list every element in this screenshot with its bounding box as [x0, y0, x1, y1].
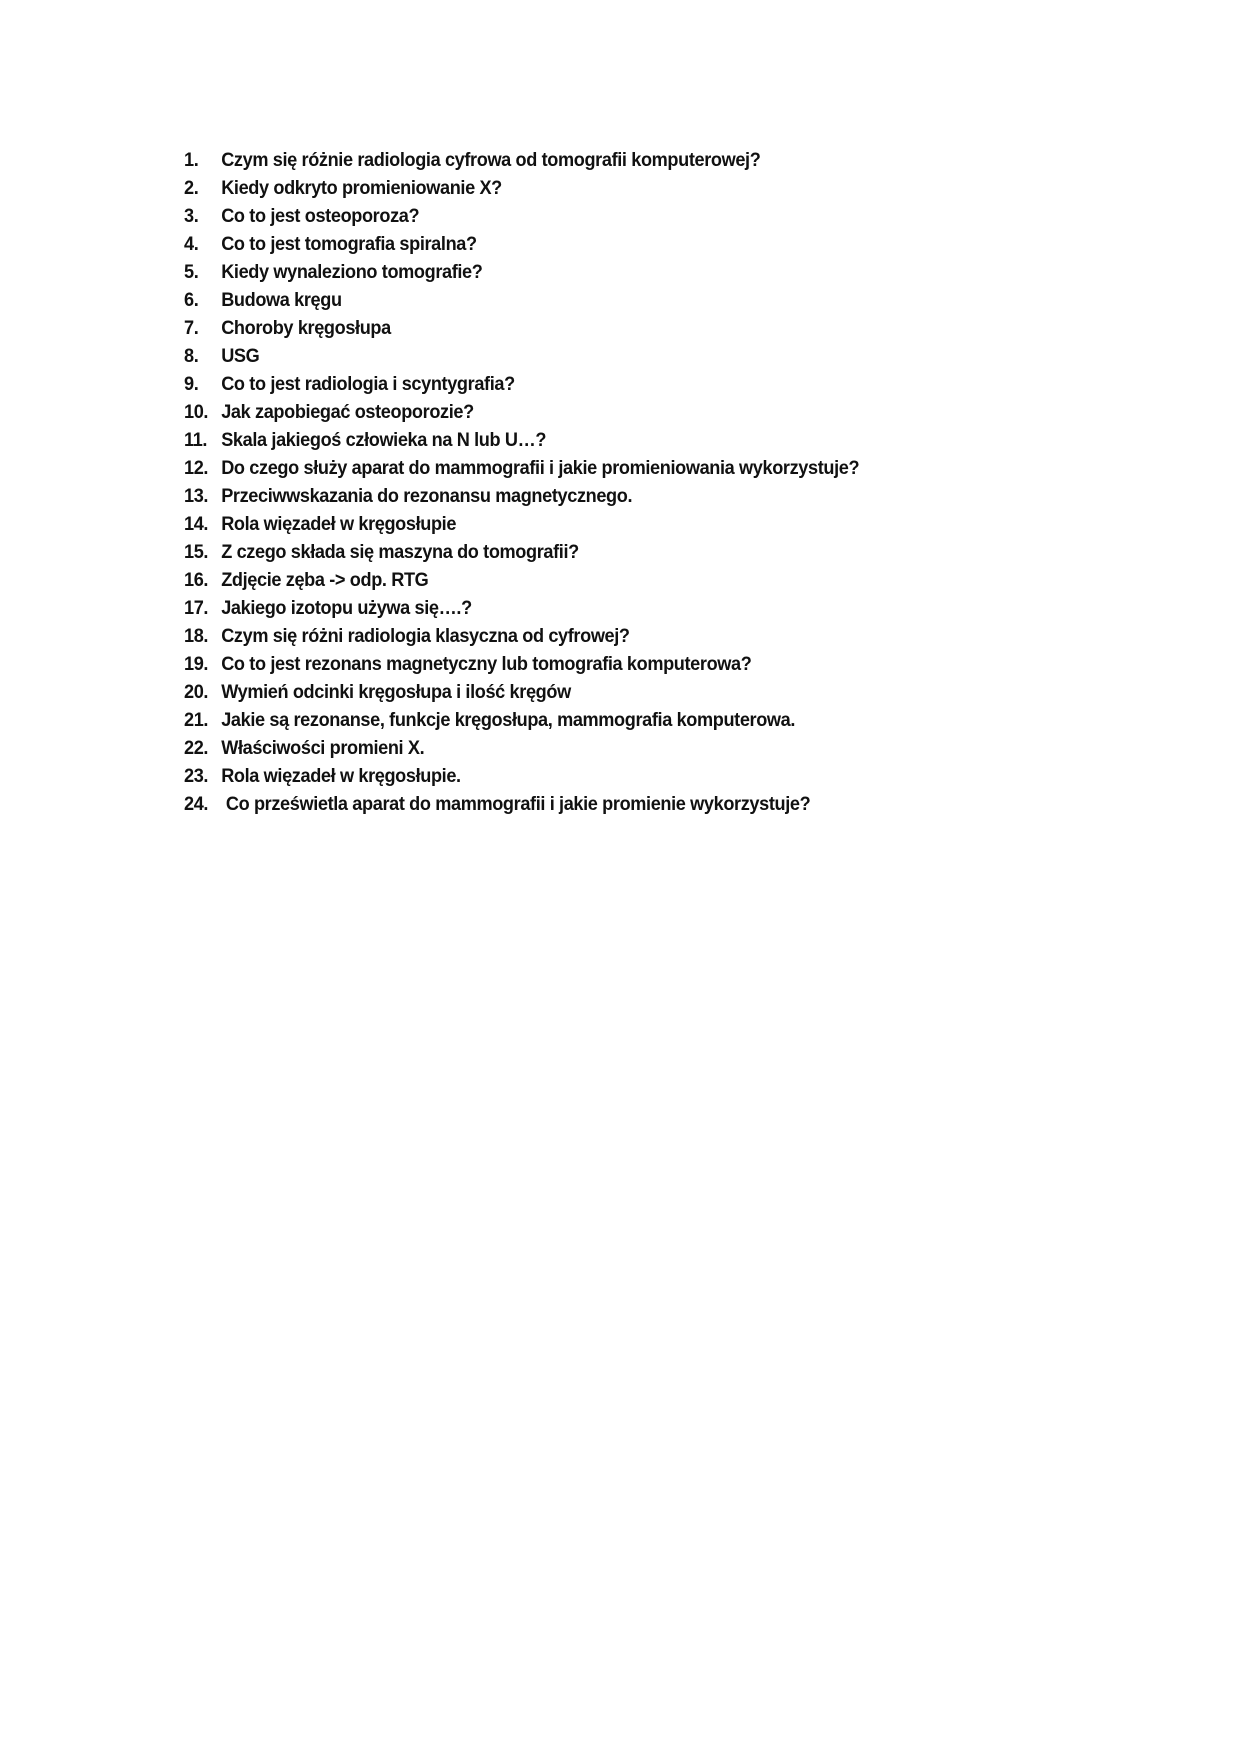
item-text: Budowa kręgu	[221, 289, 342, 311]
item-text: Choroby kręgosłupa	[221, 317, 391, 339]
list-item	[184, 398, 859, 426]
list-item	[184, 594, 859, 622]
item-number: 19.	[184, 653, 209, 675]
item-text: Rola więzadeł w kręgosłupie.	[221, 765, 461, 787]
item-text: Czym się różni radiologia klasyczna od cyfrowej?	[221, 625, 630, 647]
item-text: Czym się różnie radiologia cyfrowa od tomografii komputerowej?	[221, 149, 761, 171]
list-item	[184, 706, 859, 734]
item-text: Co to jest radiologia i scyntygrafia?	[221, 373, 515, 395]
item-number: 9.	[184, 373, 199, 395]
item-text: Jak zapobiegać osteoporozie?	[221, 401, 474, 423]
list-item	[184, 762, 859, 790]
item-number: 15.	[184, 541, 209, 563]
item-number: 10.	[184, 401, 209, 423]
list-item	[184, 482, 859, 510]
item-number: 11.	[184, 429, 208, 451]
item-number: 22.	[184, 737, 209, 759]
list-item	[184, 454, 859, 482]
item-text: Jakiego izotopu używa się….?	[221, 597, 472, 619]
item-number: 21.	[184, 709, 209, 731]
item-text: Kiedy wynaleziono tomografie?	[221, 261, 483, 283]
item-text: Co to jest rezonans magnetyczny lub tomografia komputerowa?	[221, 653, 752, 675]
list-item	[184, 426, 859, 454]
item-number: 2.	[184, 177, 199, 199]
item-number: 14.	[184, 513, 209, 535]
item-number: 24.	[184, 793, 209, 815]
item-number: 4.	[184, 233, 199, 255]
list-item	[184, 566, 859, 594]
list-item	[184, 510, 859, 538]
item-number: 7.	[184, 317, 199, 339]
item-text: Co to jest tomografia spiralna?	[221, 233, 477, 255]
item-number: 5.	[184, 261, 199, 283]
item-number: 13.	[184, 485, 209, 507]
list-item	[184, 790, 859, 818]
item-text: Skala jakiegoś człowieka na N lub U…?	[221, 429, 547, 451]
item-text: Z czego składa się maszyna do tomografii?	[221, 541, 579, 563]
item-number: 1.	[184, 149, 199, 171]
item-number: 3.	[184, 205, 199, 227]
list-item	[184, 650, 859, 678]
item-text: Właściwości promieni X.	[221, 737, 425, 759]
list-item	[184, 370, 859, 398]
item-number: 23.	[184, 765, 209, 787]
list-item	[184, 258, 859, 286]
item-number: 8.	[184, 345, 199, 367]
list-item	[184, 622, 859, 650]
item-number: 6.	[184, 289, 199, 311]
item-text: Jakie są rezonanse, funkcje kręgosłupa, mammografia komputerowa.	[221, 709, 796, 731]
item-text: Do czego służy aparat do mammografii i jakie promieniowania wykorzystuje?	[221, 457, 860, 479]
item-text: Przeciwwskazania do rezonansu magnetycznego.	[221, 485, 633, 507]
question-list	[184, 146, 910, 818]
item-text: USG	[221, 345, 260, 367]
list-item	[184, 230, 859, 258]
item-number: 20.	[184, 681, 209, 703]
list-item	[184, 202, 859, 230]
item-number: 17.	[184, 597, 209, 619]
item-text: Co prześwietla aparat do mammografii i jakie promienie wykorzystuje?	[221, 793, 811, 815]
list-item	[184, 314, 859, 342]
list-item	[184, 174, 859, 202]
list-item	[184, 286, 859, 314]
list-item	[184, 146, 859, 174]
item-text: Co to jest osteoporoza?	[221, 205, 420, 227]
item-number: 12.	[184, 457, 209, 479]
item-text: Wymień odcinki kręgosłupa i ilość kręgów	[221, 681, 571, 703]
list-item	[184, 538, 859, 566]
item-text: Zdjęcie zęba -> odp. RTG	[221, 569, 429, 591]
item-text: Rola więzadeł w kręgosłupie	[221, 513, 457, 535]
list-item	[184, 678, 859, 706]
list-item	[184, 734, 859, 762]
list-item	[184, 342, 859, 370]
item-text: Kiedy odkryto promieniowanie X?	[221, 177, 502, 199]
item-number: 16.	[184, 569, 209, 591]
item-number: 18.	[184, 625, 209, 647]
